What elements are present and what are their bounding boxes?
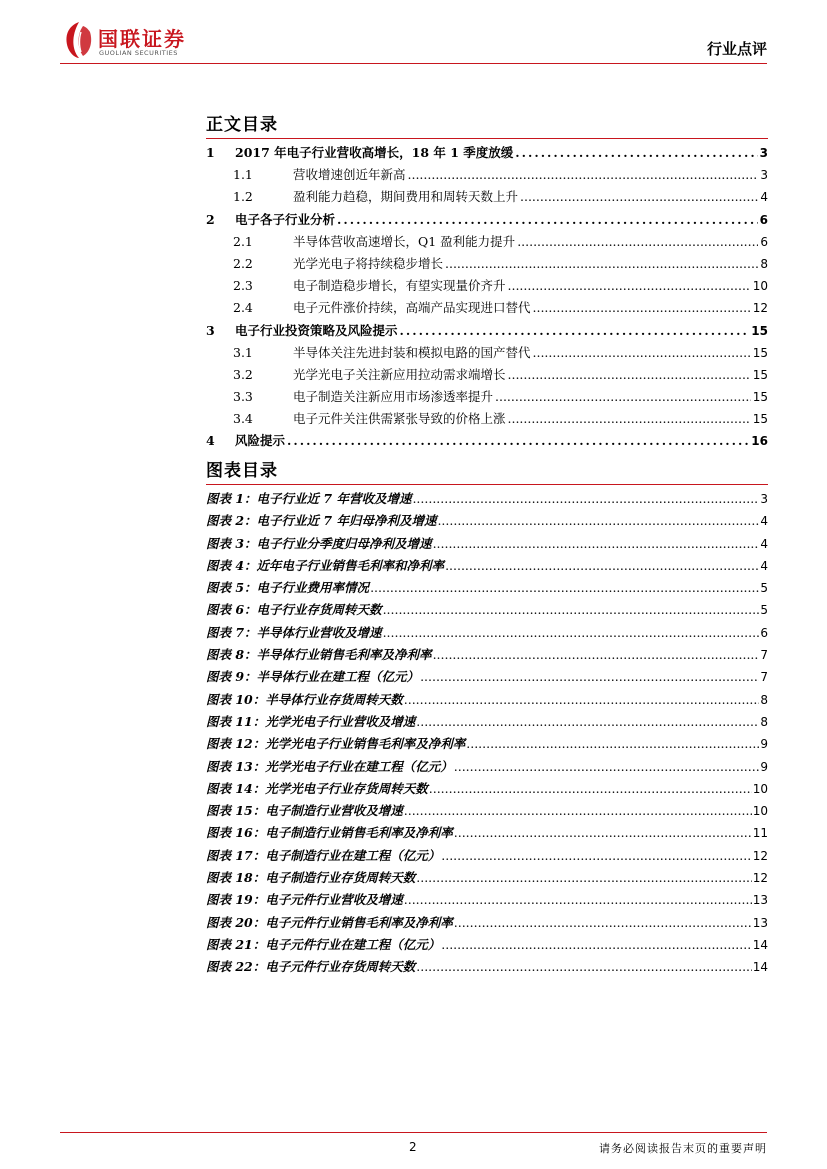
toc-entry[interactable] bbox=[206, 431, 768, 453]
toc-entry-page: 10 bbox=[752, 279, 768, 294]
toc-entry-number: 1 bbox=[206, 145, 215, 160]
figure-entry-page: 4 bbox=[760, 514, 768, 529]
figure-entry[interactable] bbox=[206, 511, 768, 533]
toc-entry-number: 1.2 bbox=[233, 189, 253, 205]
toc-entry-title[interactable]: 电子元件关注供需紧张导致的价格上涨 bbox=[293, 411, 506, 427]
toc-entry-number: 3.4 bbox=[233, 411, 253, 427]
toc-entry-number: 4 bbox=[206, 433, 215, 449]
toc-entry-page: 4 bbox=[760, 190, 768, 205]
figure-leader-dots bbox=[466, 736, 759, 751]
toc-entry-page: 15 bbox=[752, 390, 768, 405]
figure-entry[interactable] bbox=[206, 868, 768, 890]
figure-entry-title[interactable]: 图表 10：半导体行业存货周转天数 bbox=[206, 691, 403, 707]
figure-entry-page: 12 bbox=[752, 848, 768, 863]
company-logo bbox=[62, 20, 222, 62]
toc-leader-dots bbox=[337, 212, 758, 227]
figure-leader-dots bbox=[433, 647, 760, 662]
toc-leader-dots bbox=[508, 411, 751, 426]
figure-entry-title[interactable]: 图表 3：电子行业分季度归母净利及增速 bbox=[206, 535, 432, 551]
toc-heading: 正文目录 bbox=[206, 115, 278, 135]
toc-entry[interactable] bbox=[206, 187, 768, 209]
company-name-en: GUOLIAN SECURITIES bbox=[99, 49, 178, 57]
figure-leader-dots bbox=[404, 803, 752, 818]
figure-entry-page: 14 bbox=[752, 960, 768, 975]
toc-entry-number: 2.4 bbox=[233, 300, 253, 316]
toc-leader-dots bbox=[533, 345, 751, 360]
figure-entry[interactable] bbox=[206, 734, 768, 756]
toc-entry-page: 6 bbox=[760, 234, 768, 249]
figure-leader-dots bbox=[416, 870, 751, 885]
figure-entry[interactable] bbox=[206, 913, 768, 935]
figure-entry-title[interactable]: 图表 13：光学光电子行业在建工程（亿元） bbox=[206, 758, 453, 774]
figure-entry[interactable] bbox=[206, 645, 768, 667]
toc-entry-number: 3.1 bbox=[233, 344, 253, 360]
footer-divider bbox=[60, 1132, 767, 1133]
header-divider bbox=[60, 63, 767, 64]
figure-entry-title[interactable]: 图表 4：近年电子行业销售毛利率和净利率 bbox=[206, 557, 445, 573]
toc-entry[interactable] bbox=[206, 409, 768, 431]
figure-leader-dots bbox=[454, 825, 752, 840]
figure-leader-dots bbox=[454, 915, 752, 930]
figure-entry-page: 10 bbox=[752, 781, 768, 796]
toc-leader-dots bbox=[520, 189, 758, 204]
figure-leader-dots bbox=[416, 714, 759, 729]
figure-entry-title[interactable]: 图表 2：电子行业近 7 年归母净利及增速 bbox=[206, 513, 437, 529]
toc-leader-dots bbox=[445, 256, 758, 271]
toc-leader-dots bbox=[400, 323, 750, 338]
figure-entry-title[interactable]: 图表 5：电子行业费用率情况 bbox=[206, 580, 370, 596]
figures-heading-divider bbox=[206, 484, 768, 485]
figure-entry-title[interactable]: 图表 21：电子元件行业在建工程（亿元） bbox=[206, 936, 441, 952]
figure-entry-page: 4 bbox=[760, 536, 768, 551]
figure-entry-page: 13 bbox=[752, 893, 768, 908]
figure-entry[interactable] bbox=[206, 823, 768, 845]
figure-entry-title[interactable]: 图表 16：电子制造行业销售毛利率及净利率 bbox=[206, 825, 453, 841]
figure-entry-page: 4 bbox=[760, 558, 768, 573]
toc-entry[interactable] bbox=[206, 387, 768, 409]
toc-entry-page: 12 bbox=[752, 301, 768, 316]
figure-entry-page: 7 bbox=[760, 670, 768, 685]
toc-entry-title[interactable]: 电子制造关注新应用市场渗透率提升 bbox=[293, 389, 494, 405]
toc-entry-title[interactable]: 半导体关注先进封装和模拟电路的国产替代 bbox=[293, 344, 531, 360]
toc-leader-dots bbox=[533, 300, 751, 315]
figure-entry[interactable] bbox=[206, 935, 768, 957]
figure-leader-dots bbox=[454, 759, 760, 774]
figure-entry[interactable] bbox=[206, 779, 768, 801]
figure-entry[interactable] bbox=[206, 578, 768, 600]
toc-entry-page: 3 bbox=[760, 168, 768, 183]
figure-leader-dots bbox=[383, 625, 760, 640]
toc-entry[interactable] bbox=[206, 210, 768, 232]
toc-entry-number: 2.2 bbox=[233, 255, 253, 271]
figure-entry-title[interactable]: 图表 15：电子制造行业营收及增速 bbox=[206, 803, 403, 819]
figure-leader-dots bbox=[420, 669, 759, 684]
toc-heading-divider bbox=[206, 138, 768, 139]
logo-emblem-icon bbox=[62, 20, 96, 60]
toc-entry[interactable] bbox=[206, 143, 768, 165]
figure-entry-page: 12 bbox=[752, 871, 768, 886]
toc-entry-page: 15 bbox=[752, 367, 768, 382]
toc-leader-dots bbox=[408, 167, 759, 182]
toc-entry-title[interactable]: 光学光电子将持续稳步增长 bbox=[293, 255, 444, 271]
figure-entry[interactable] bbox=[206, 846, 768, 868]
figure-entry-title[interactable]: 图表 12：光学光电子行业销售毛利率及净利率 bbox=[206, 736, 466, 752]
figure-entry-title[interactable]: 图表 8：半导体行业销售毛利率及净利率 bbox=[206, 647, 432, 663]
page-header bbox=[0, 0, 827, 66]
figure-leader-dots bbox=[437, 513, 759, 528]
figure-entry[interactable] bbox=[206, 600, 768, 622]
figures-heading: 图表目录 bbox=[206, 461, 278, 481]
figure-entry[interactable] bbox=[206, 757, 768, 779]
figure-entry-page: 11 bbox=[752, 826, 768, 841]
toc-entry-title[interactable]: 电子元件涨价持续，高端产品实现进口替代 bbox=[293, 300, 531, 316]
toc-entry-page: 15 bbox=[751, 323, 768, 338]
figure-entry[interactable] bbox=[206, 623, 768, 645]
figure-leader-dots bbox=[370, 580, 759, 595]
figure-entry-page: 8 bbox=[760, 692, 768, 707]
toc-list bbox=[206, 143, 768, 454]
toc-entry[interactable] bbox=[206, 165, 768, 187]
figure-entry-title[interactable]: 图表 17：电子制造行业在建工程（亿元） bbox=[206, 847, 441, 863]
figure-entry-page: 10 bbox=[752, 804, 768, 819]
figure-leader-dots bbox=[441, 937, 751, 952]
toc-leader-dots bbox=[517, 234, 758, 249]
toc-entry[interactable] bbox=[206, 321, 768, 343]
figure-entry[interactable] bbox=[206, 801, 768, 823]
figure-entry-title[interactable]: 图表 1：电子行业近 7 年营收及增速 bbox=[206, 491, 412, 506]
toc-leader-dots bbox=[515, 145, 757, 160]
figure-entry-page: 5 bbox=[760, 603, 768, 618]
toc-entry[interactable] bbox=[206, 254, 768, 276]
figure-entry-page: 3 bbox=[760, 492, 768, 506]
toc-entry-number: 3 bbox=[206, 322, 215, 338]
figure-entry[interactable] bbox=[206, 534, 768, 556]
figure-entry-title[interactable]: 图表 14：光学光电子行业存货周转天数 bbox=[206, 780, 428, 796]
figure-entry[interactable] bbox=[206, 489, 768, 511]
figure-entry-title[interactable]: 图表 11：光学光电子行业营收及增速 bbox=[206, 713, 416, 729]
toc-entry-title[interactable]: 2017 年电子行业营收高增长，18 年 1 季度放缓 bbox=[235, 145, 514, 160]
toc-entry-page: 15 bbox=[752, 345, 768, 360]
figure-entry[interactable] bbox=[206, 890, 768, 912]
report-type-label: 行业点评 bbox=[706, 40, 767, 58]
toc-entry[interactable] bbox=[206, 298, 768, 320]
toc-entry-page: 8 bbox=[760, 256, 768, 271]
figure-entry-title[interactable]: 图表 18：电子制造行业存货周转天数 bbox=[206, 870, 416, 886]
toc-entry-title[interactable]: 盈利能力趋稳，期间费用和周转天数上升 bbox=[293, 189, 519, 205]
figure-entry[interactable] bbox=[206, 556, 768, 578]
figure-leader-dots bbox=[404, 892, 752, 907]
toc-leader-dots bbox=[508, 367, 751, 382]
figure-entry-page: 7 bbox=[760, 648, 768, 663]
toc-entry-number: 2 bbox=[206, 211, 215, 227]
figure-leader-dots bbox=[429, 781, 752, 796]
toc-entry[interactable] bbox=[206, 232, 768, 254]
toc-entry-title[interactable]: 电子制造稳步增长，有望实现量价齐升 bbox=[293, 278, 506, 294]
figure-entry-page: 5 bbox=[760, 581, 768, 596]
toc-entry-page: 15 bbox=[752, 412, 768, 427]
toc-entry-number: 2.3 bbox=[233, 278, 253, 294]
figure-leader-dots bbox=[412, 491, 759, 506]
page-number: 2 bbox=[409, 1140, 417, 1154]
toc-entry-number: 2.1 bbox=[233, 233, 253, 249]
toc-entry[interactable] bbox=[206, 343, 768, 365]
toc-entry-page: 6 bbox=[759, 212, 768, 227]
figure-entry-page: 14 bbox=[752, 937, 768, 952]
toc-entry-title[interactable]: 营收增速创近年新高 bbox=[293, 167, 406, 183]
toc-entry-title[interactable]: 光学光电子关注新应用拉动需求端增长 bbox=[293, 366, 506, 382]
toc-entry-number: 3.3 bbox=[233, 389, 253, 405]
toc-entry-number: 1.1 bbox=[233, 167, 253, 183]
toc-entry[interactable] bbox=[206, 276, 768, 298]
figure-entry-title[interactable]: 图表 9：半导体行业在建工程（亿元） bbox=[206, 669, 420, 685]
footer-disclaimer: 请务必阅读报告末页的重要声明 bbox=[599, 1142, 767, 1155]
company-name-cn: 国联证券 bbox=[98, 27, 186, 51]
toc-leader-dots bbox=[287, 433, 749, 448]
figure-entry-title[interactable]: 图表 6：电子行业存货周转天数 bbox=[206, 602, 382, 618]
figure-leader-dots bbox=[416, 959, 751, 974]
figures-list bbox=[206, 489, 768, 980]
toc-entry-title[interactable]: 半导体营收高速增长，Q1 盈利能力提升 bbox=[293, 233, 516, 249]
figure-entry[interactable] bbox=[206, 667, 768, 689]
toc-entry-page: 16 bbox=[751, 434, 768, 449]
figure-entry-page: 8 bbox=[760, 714, 768, 729]
toc-entry-number: 3.2 bbox=[233, 366, 253, 382]
figure-entry-title[interactable]: 图表 19：电子元件行业营收及增速 bbox=[206, 892, 403, 908]
figure-leader-dots bbox=[383, 602, 760, 617]
figure-entry[interactable] bbox=[206, 957, 768, 979]
figure-entry-title[interactable]: 图表 22：电子元件行业存货周转天数 bbox=[206, 959, 416, 975]
figure-entry-page: 9 bbox=[760, 759, 768, 774]
toc-entry-title[interactable]: 电子行业投资策略及风险提示 bbox=[235, 322, 398, 338]
figure-entry[interactable] bbox=[206, 690, 768, 712]
figure-leader-dots bbox=[404, 692, 760, 707]
toc-entry-title[interactable]: 风险提示 bbox=[235, 433, 286, 449]
toc-leader-dots bbox=[495, 389, 751, 404]
figure-leader-dots bbox=[433, 536, 760, 551]
figure-entry-page: 9 bbox=[760, 737, 768, 752]
figure-leader-dots bbox=[445, 558, 759, 573]
toc-entry-page: 3 bbox=[759, 146, 768, 160]
figure-entry-title[interactable]: 图表 20：电子元件行业销售毛利率及净利率 bbox=[206, 914, 453, 930]
toc-entry[interactable] bbox=[206, 365, 768, 387]
toc-entry-title[interactable]: 电子各子行业分析 bbox=[235, 211, 336, 227]
figure-entry-title[interactable]: 图表 7：半导体行业营收及增速 bbox=[206, 624, 382, 640]
figure-entry-page: 13 bbox=[752, 915, 768, 930]
figure-entry-page: 6 bbox=[760, 625, 768, 640]
figure-leader-dots bbox=[441, 848, 751, 863]
toc-leader-dots bbox=[508, 278, 751, 293]
figure-entry[interactable] bbox=[206, 712, 768, 734]
